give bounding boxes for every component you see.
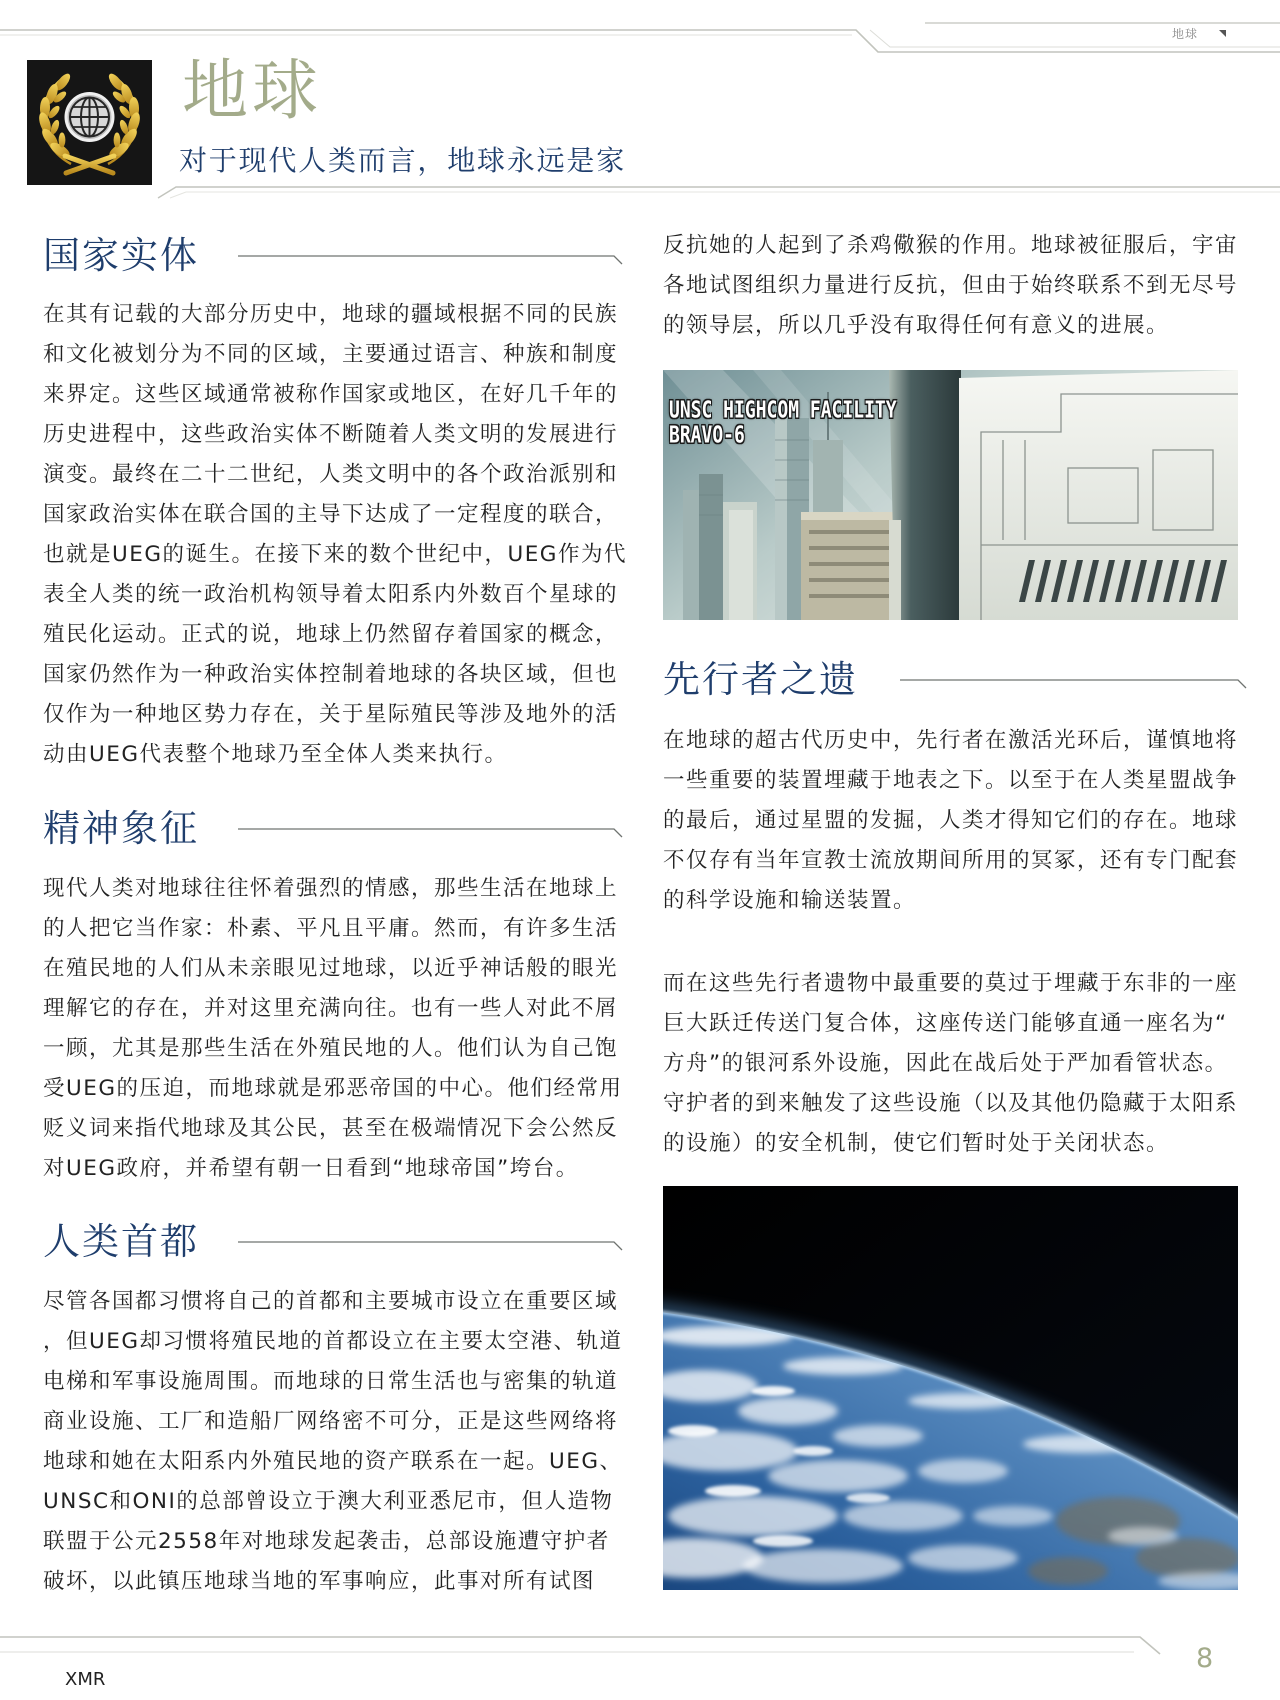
paragraph-line: 的领导层，所以几乎没有取得任何有意义的进展。 [663,313,1170,338]
earth-illustration [663,1186,1238,1590]
body-paragraph [43,1282,623,1602]
paragraph-line: 的最后，通过星盟的发掘，人类才得知它们的存在。地球 [663,808,1239,833]
white-building [959,370,1238,620]
paragraph-line: 贬义词来指代地球及其公民，甚至在极端情况下会公然反 [43,1116,619,1141]
city-image-caption-line1: UNSC HIGHCOM FACILITY [669,396,897,424]
globe-icon [65,92,115,142]
paragraph-line: 在其有记载的大部分历史中，地球的疆域根据不同的民族 [43,302,619,327]
paragraph-line: 受UEG的压迫，而地球就是邪恶帝国的中心。他们经常用 [43,1076,623,1101]
section-heading-spiritual-symbol: 精神象征 [43,807,199,850]
paragraph-line: 巨大跃迁传送门复合体，这座传送门能够直通一座名为“ [663,1011,1228,1036]
section-heading-forerunner-legacy: 先行者之遗 [663,658,858,701]
page-subtitle: 对于现代人类而言，地球永远是家 [179,144,627,177]
section-heading-national-entities: 国家实体 [43,234,199,277]
paragraph-line: 而在这些先行者遗物中最重要的莫过于埋藏于东非的一座 [663,971,1239,996]
paragraph-line: 国家仍然作为一种政治实体控制着地球的各块区域，但也 [43,662,619,687]
paragraph-line: 动由UEG代表整个地球乃至全体人类来执行。 [43,742,508,767]
globe-laurel-icon [27,60,152,185]
paragraph-line: 在地球的超古代历史中，先行者在激活光环后，谨慎地将 [663,728,1239,753]
body-paragraph-continued [663,226,1238,346]
paragraph-line: 对UEG政府，并希望有朝一日看到“地球帝国”垮台。 [43,1156,579,1181]
footer-credit: XMR [65,1669,106,1690]
paragraph-line: 也就是UEG的诞生。在接下来的数个世纪中，UEG作为代 [43,542,627,567]
paragraph-line: 的科学设施和输送装置。 [663,888,917,913]
paragraph-line: 各地试图组织力量进行反抗，但由于始终联系不到无尽号 [663,273,1239,298]
paragraph-line: 理解它的存在，并对这里充满向往。也有一些人对此不屑 [43,996,619,1021]
low-block-building [801,512,898,620]
paragraph-line: 殖民化运动。正式的说，地球上仍然留存着国家的概念， [43,622,619,647]
corner-arrow-icon [1219,30,1226,37]
page-number: 8 [1196,1643,1214,1674]
paragraph-line: 在殖民地的人们从未亲眼见过地球，以近乎神话般的眼光 [43,956,619,981]
paragraph-line: 商业设施、工厂和造船厂网络密不可分，正是这些网络将 [43,1409,619,1434]
heading-rule [238,255,628,267]
page-title: 地球 [182,52,322,129]
body-paragraph [43,295,627,775]
paragraph-line: 来界定。这些区域通常被称作国家或地区，在好几千年的 [43,382,619,407]
header-tab-label: 地球 [1172,27,1199,41]
body-paragraph [663,721,1238,921]
section-heading-human-capital: 人类首都 [43,1220,199,1263]
earth-image [663,1186,1238,1590]
paragraph-line: 反抗她的人起到了杀鸡儆猴的作用。地球被征服后，宇宙 [663,233,1239,258]
heading-rule [238,828,628,840]
paragraph-line: 的人把它当作家：朴素、平凡且平庸。然而，有许多生活 [43,916,619,941]
paragraph-line: 国家政治实体在联合国的主导下达成了一定程度的联合， [43,502,619,527]
paragraph-line: 守护者的到来触发了这些设施（以及其他仍隐藏于太阳系 [663,1091,1239,1116]
paragraph-line: UNSC和ONI的总部曾设立于澳大利亚悉尼市，但人造物 [43,1489,614,1514]
paragraph-line: 现代人类对地球往往怀着强烈的情感，那些生活在地球上 [43,876,619,901]
paragraph-line: 电梯和军事设施周围。而地球的日常生活也与密集的轨道 [43,1369,619,1394]
paragraph-line: 不仅存有当年宣教士流放期间所用的冥冢，还有专门配套 [663,848,1239,873]
paragraph-line: 联盟于公元2558年对地球发起袭击，总部设施遭守护者 [43,1529,610,1554]
city-image [663,370,1238,620]
body-paragraph [43,869,623,1189]
heading-rule [900,679,1252,691]
footer-rules [0,1620,1280,1670]
paragraph-line: 和文化被划分为不同的区域，主要通过语言、种族和制度 [43,342,619,367]
paragraph-line: 破坏，以此镇压地球当地的军事响应，此事对所有试图 [43,1569,596,1594]
paragraph-line: 仅作为一种地区势力存在，关于星际殖民等涉及地外的活 [43,702,619,727]
paragraph-line: 一些重要的装置埋藏于地表之下。以至于在人类星盟战争 [663,768,1239,793]
body-paragraph [663,964,1238,1164]
paragraph-line: 地球和她在太阳系内外殖民地的资产联系在一起。UEG、 [43,1449,623,1474]
paragraph-line: 历史进程中，这些政治实体不断随着人类文明的发展进行 [43,422,619,447]
paragraph-line: 表全人类的统一政治机构领导着太阳系内外数百个星球的 [43,582,619,607]
paragraph-line: 尽管各国都习惯将自己的首都和主要城市设立在重要区域 [43,1289,619,1314]
city-image-caption-line2: BRAVO-6 [669,421,745,449]
heading-rule [238,1241,628,1253]
paragraph-line: 演变。最终在二十二世纪，人类文明中的各个政治派别和 [43,462,619,487]
paragraph-line: 一顾，尤其是那些生活在外殖民地的人。他们认为自己饱 [43,1036,619,1061]
dark-tower [889,370,961,620]
paragraph-line: 的设施）的安全机制，使它们暂时处于关闭状态。 [663,1131,1170,1156]
paragraph-line: 方舟”的银河系外设施，因此在战后处于严加看管状态。 [663,1051,1228,1076]
paragraph-line: ，但UEG却习惯将殖民地的首都设立在主要太空港、轨道 [43,1329,623,1354]
